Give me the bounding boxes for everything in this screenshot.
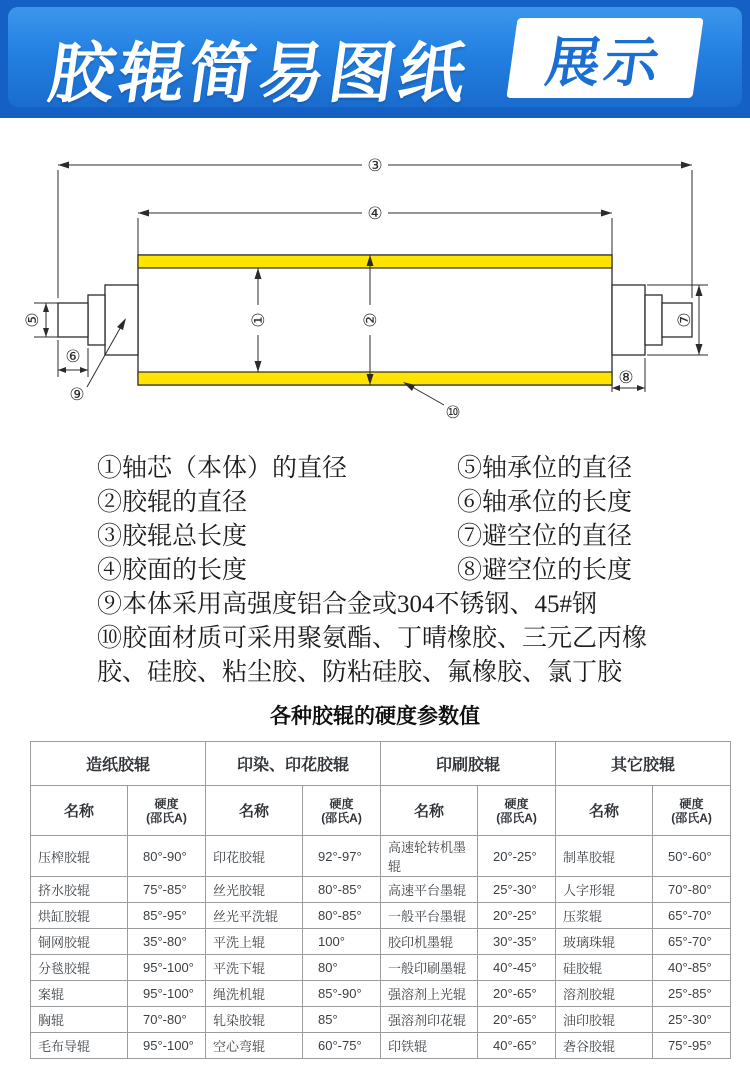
roller-name-cell: 丝光胶辊 [206, 877, 303, 903]
right-shaft-step-medium [645, 295, 662, 345]
dim-label-3: ③ [367, 156, 383, 176]
roller-hardness-cell: 80°-90° [128, 836, 206, 877]
roller-hardness-cell: 40°-85° [653, 955, 731, 981]
roller-name-cell: 一般印刷墨辊 [381, 955, 478, 981]
left-shaft-step-medium [88, 295, 105, 345]
column-header-hardness-1 [128, 786, 206, 836]
roller-name-cell: 溶剂胶辊 [556, 981, 653, 1007]
table-row [31, 836, 731, 877]
table-group-header-3: 印刷胶辊 [381, 742, 556, 786]
legend-item-4: ④胶面的长度 [97, 557, 248, 584]
roller-name-cell: 分毯胶辊 [31, 955, 128, 981]
roller-hardness-cell: 80° [303, 955, 381, 981]
roller-hardness-cell: 40°-45° [478, 955, 556, 981]
roller-name-cell: 绳洗机辊 [206, 981, 303, 1007]
hardness-unit-label: (邵氏A) [146, 810, 187, 825]
hardness-label: 硬度 [154, 796, 179, 811]
header-banner [0, 0, 750, 118]
roller-hardness-cell: 50°-60° [653, 836, 731, 877]
hardness-unit-label: (邵氏A) [496, 810, 537, 825]
roller-name-cell: 胸辊 [31, 1007, 128, 1033]
hardness-unit-label: (邵氏A) [671, 810, 712, 825]
legend-column-right [457, 452, 675, 588]
roller-name-cell: 压浆辊 [556, 903, 653, 929]
roller-hardness-cell: 25°-85° [653, 981, 731, 1007]
legend-grid [97, 452, 675, 588]
left-shaft-bearing [58, 303, 88, 337]
roller-hardness-cell: 70°-80° [653, 877, 731, 903]
roller-hardness-cell: 65°-70° [653, 903, 731, 929]
roller-diagram [20, 140, 730, 440]
dim-label-8: ⑧ [618, 368, 634, 388]
roller-hardness-cell: 92°-97° [303, 836, 381, 877]
roller-hardness-cell: 20°-65° [478, 1007, 556, 1033]
hardness-label: 硬度 [679, 796, 704, 811]
roller-hardness-cell: 65°-70° [653, 929, 731, 955]
hardness-table [30, 741, 731, 1059]
table-group-header-2: 印染、印花胶辊 [206, 742, 381, 786]
roller-hardness-cell: 85°-95° [128, 903, 206, 929]
roller-name-cell: 丝光平洗辊 [206, 903, 303, 929]
roller-name-cell: 人字形辊 [556, 877, 653, 903]
roller-hardness-cell: 80°-85° [303, 877, 381, 903]
roller-hardness-cell: 85°-90° [303, 981, 381, 1007]
legend-item-6: ⑥轴承位的长度 [457, 489, 633, 516]
roller-name-cell: 一般平台墨辊 [381, 903, 478, 929]
dim-label-10: ⑩ [445, 403, 461, 423]
table-row [31, 981, 731, 1007]
roller-hardness-cell: 20°-65° [478, 981, 556, 1007]
roller-name-cell: 强溶剂上光辊 [381, 981, 478, 1007]
column-header-hardness-2 [303, 786, 381, 836]
dim-label-7: ⑦ [675, 312, 695, 328]
table-group-header-1: 造纸胶辊 [31, 742, 206, 786]
dim-label-6: ⑥ [65, 347, 81, 367]
roller-hardness-cell: 30°-35° [478, 929, 556, 955]
roller-name-cell: 印铁辊 [381, 1033, 478, 1059]
roller-name-cell: 平洗上辊 [206, 929, 303, 955]
column-header-name-1: 名称 [31, 786, 128, 836]
roller-hardness-cell: 85° [303, 1007, 381, 1033]
table-row [31, 1007, 731, 1033]
roller-name-cell: 案辊 [31, 981, 128, 1007]
hardness-unit-label: (邵氏A) [321, 810, 362, 825]
roller-name-cell: 油印胶辊 [556, 1007, 653, 1033]
rubber-layer-bottom [138, 372, 612, 385]
hardness-label: 硬度 [504, 796, 529, 811]
roller-hardness-cell: 95°-100° [128, 955, 206, 981]
banner-inner [8, 7, 742, 110]
table-row [31, 903, 731, 929]
roller-name-cell: 轧染胶辊 [206, 1007, 303, 1033]
roller-hardness-cell: 75°-95° [653, 1033, 731, 1059]
legend-item-8: ⑧避空位的长度 [457, 557, 633, 584]
table-row [31, 955, 731, 981]
table-group-header-4: 其它胶辊 [556, 742, 731, 786]
header-badge-label: 展示 [542, 32, 667, 93]
roller-name-cell: 硅胶辊 [556, 955, 653, 981]
roller-name-cell: 毛布导辊 [31, 1033, 128, 1059]
roller-name-cell: 胶印机墨辊 [381, 929, 478, 955]
page-title: 胶辊简易图纸 [44, 36, 475, 110]
roller-hardness-cell: 35°-80° [128, 929, 206, 955]
table-title: 各种胶辊的硬度参数值 [270, 705, 480, 728]
dim-label-9: ⑨ [69, 385, 85, 405]
legend-note-9: ⑨本体采用高强度铝合金或304不锈钢、45#钢 [97, 591, 598, 618]
legend-item-7: ⑦避空位的直径 [457, 523, 633, 550]
column-header-name-3: 名称 [381, 786, 478, 836]
dim-label-2: ② [361, 312, 381, 328]
rubber-layer-top [138, 255, 612, 268]
roller-hardness-cell: 80°-85° [303, 903, 381, 929]
dim-label-4: ④ [367, 204, 383, 224]
roller-name-cell: 强溶剂印花辊 [381, 1007, 478, 1033]
right-shaft-step-large [612, 285, 645, 355]
roller-name-cell: 高速平台墨辊 [381, 877, 478, 903]
dim-label-5: ⑤ [23, 312, 43, 328]
column-header-name-2: 名称 [206, 786, 303, 836]
left-shaft-step-large [105, 285, 138, 355]
roller-name-cell: 玻璃珠辊 [556, 929, 653, 955]
table-row [31, 929, 731, 955]
legend-item-1: ①轴芯（本体）的直径 [97, 455, 348, 482]
roller-hardness-cell: 40°-65° [478, 1033, 556, 1059]
roller-name-cell: 砻谷胶辊 [556, 1033, 653, 1059]
legend-note-10: ⑩胶面材质可采用聚氨酯、丁晴橡胶、三元乙丙橡胶、硅胶、粘尘胶、防粘硅胶、氟橡胶、氯丁胶 [97, 625, 648, 686]
roller-name-cell: 压榨胶辊 [31, 836, 128, 877]
legend-item-5: ⑤轴承位的直径 [457, 455, 633, 482]
column-header-hardness-4 [653, 786, 731, 836]
roller-name-cell: 烘缸胶辊 [31, 903, 128, 929]
table-row [31, 1033, 731, 1059]
roller-name-cell: 平洗下辊 [206, 955, 303, 981]
dim-label-1: ① [249, 312, 269, 328]
legend-item-3: ③胶辊总长度 [97, 523, 248, 550]
roller-hardness-cell: 20°-25° [478, 836, 556, 877]
hardness-label: 硬度 [329, 796, 354, 811]
legend-column-left [97, 452, 457, 588]
roller-name-cell: 制革胶辊 [556, 836, 653, 877]
column-header-name-4: 名称 [556, 786, 653, 836]
roller-name-cell: 铜网胶辊 [31, 929, 128, 955]
roller-name-cell: 高速轮转机墨辊 [381, 836, 478, 877]
header-badge [506, 18, 703, 98]
roller-hardness-cell: 60°-75° [303, 1033, 381, 1059]
roller-hardness-cell: 20°-25° [478, 903, 556, 929]
roller-hardness-cell: 25°-30° [653, 1007, 731, 1033]
table-row [31, 877, 731, 903]
legend-item-2: ②胶辊的直径 [97, 489, 248, 516]
roller-name-cell: 印花胶辊 [206, 836, 303, 877]
roller-hardness-cell: 70°-80° [128, 1007, 206, 1033]
legend [97, 452, 675, 690]
column-header-hardness-3 [478, 786, 556, 836]
roller-hardness-cell: 100° [303, 929, 381, 955]
roller-hardness-cell: 75°-85° [128, 877, 206, 903]
roller-hardness-cell: 25°-30° [478, 877, 556, 903]
roller-hardness-cell: 95°-100° [128, 1033, 206, 1059]
roller-name-cell: 空心弯辊 [206, 1033, 303, 1059]
roller-name-cell: 挤水胶辊 [31, 877, 128, 903]
roller-hardness-cell: 95°-100° [128, 981, 206, 1007]
